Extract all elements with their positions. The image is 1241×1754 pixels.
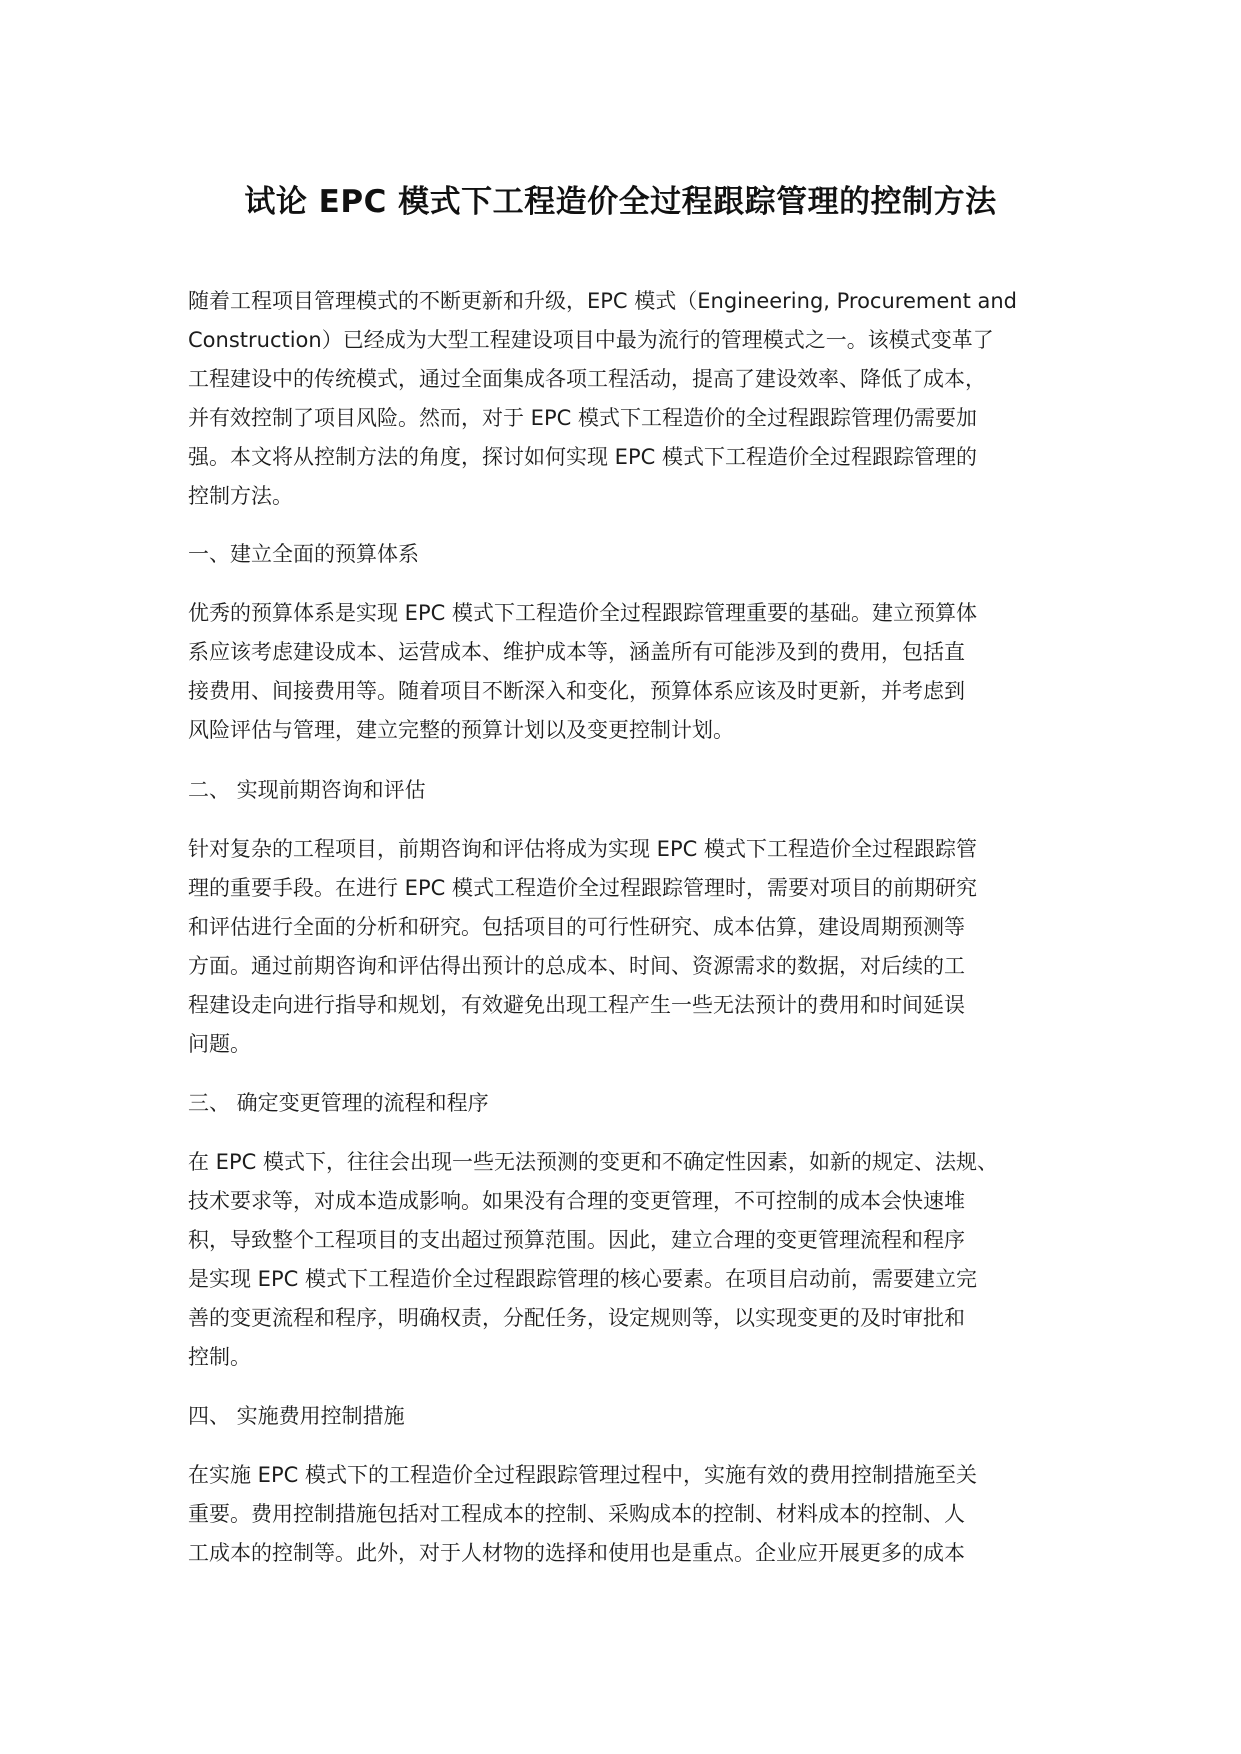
section-heading: 一、建立全面的预算体系 [188,542,419,566]
paragraph-line: 重要。费用控制措施包括对工程成本的控制、采购成本的控制、材料成本的控制、人 [188,1502,965,1526]
section-heading: 三、 确定变更管理的流程和程序 [188,1091,489,1115]
paragraph-line: 优秀的预算体系是实现 EPC 模式下工程造价全过程跟踪管理重要的基础。建立预算体 [188,601,977,625]
paragraph-line: 控制。 [188,1345,251,1369]
document-title: 试论 EPC 模式下工程造价全过程跟踪管理的控制方法 [244,184,997,220]
section-heading: 二、 实现前期咨询和评估 [188,778,426,802]
paragraph-line: 在 EPC 模式下，往往会出现一些无法预测的变更和不确定性因素，如新的规定、法规、 [188,1150,998,1174]
intro-line: 并有效控制了项目风险。然而，对于 EPC 模式下工程造价的全过程跟踪管理仍需要加 [188,406,977,430]
paragraph-line: 问题。 [188,1032,251,1056]
paragraph-line: 风险评估与管理，建立完整的预算计划以及变更控制计划。 [188,718,734,742]
paragraph-line: 程建设走向进行指导和规划，有效避免出现工程产生一些无法预计的费用和时间延误 [188,993,965,1017]
paragraph-line: 和评估进行全面的分析和研究。包括项目的可行性研究、成本估算，建设周期预测等 [188,915,965,939]
paragraph-line: 善的变更流程和程序，明确权责，分配任务，设定规则等，以实现变更的及时审批和 [188,1306,965,1330]
section-heading: 四、 实施费用控制措施 [188,1404,405,1428]
intro-line: 强。本文将从控制方法的角度，探讨如何实现 EPC 模式下工程造价全过程跟踪管理的 [188,445,977,469]
intro-line: 控制方法。 [188,484,293,508]
paragraph-line: 接费用、间接费用等。随着项目不断深入和变化，预算体系应该及时更新，并考虑到 [188,679,965,703]
paragraph-line: 工成本的控制等。此外，对于人材物的选择和使用也是重点。企业应开展更多的成本 [188,1541,965,1565]
paragraph-line: 方面。通过前期咨询和评估得出预计的总成本、时间、资源需求的数据，对后续的工 [188,954,965,978]
intro-line: 随着工程项目管理模式的不断更新和升级，EPC 模式（Engineering, Procurement and [188,289,1017,313]
paragraph-line: 技术要求等，对成本造成影响。如果没有合理的变更管理，不可控制的成本会快速堆 [188,1189,965,1213]
paragraph-line: 系应该考虑建设成本、运营成本、维护成本等，涵盖所有可能涉及到的费用，包括直 [188,640,965,664]
paragraph-line: 理的重要手段。在进行 EPC 模式工程造价全过程跟踪管理时，需要对项目的前期研究 [188,876,977,900]
intro-line: 工程建设中的传统模式，通过全面集成各项工程活动，提高了建设效率、降低了成本， [188,367,986,391]
paragraph-line: 针对复杂的工程项目，前期咨询和评估将成为实现 EPC 模式下工程造价全过程跟踪管 [188,837,977,861]
paragraph-line: 积，导致整个工程项目的支出超过预算范围。因此，建立合理的变更管理流程和程序 [188,1228,965,1252]
paragraph-line: 是实现 EPC 模式下工程造价全过程跟踪管理的核心要素。在项目启动前，需要建立完 [188,1267,977,1291]
intro-line: Construction）已经成为大型工程建设项目中最为流行的管理模式之一。该模式变革了 [188,328,994,352]
paragraph-line: 在实施 EPC 模式下的工程造价全过程跟踪管理过程中，实施有效的费用控制措施至关 [188,1463,977,1487]
